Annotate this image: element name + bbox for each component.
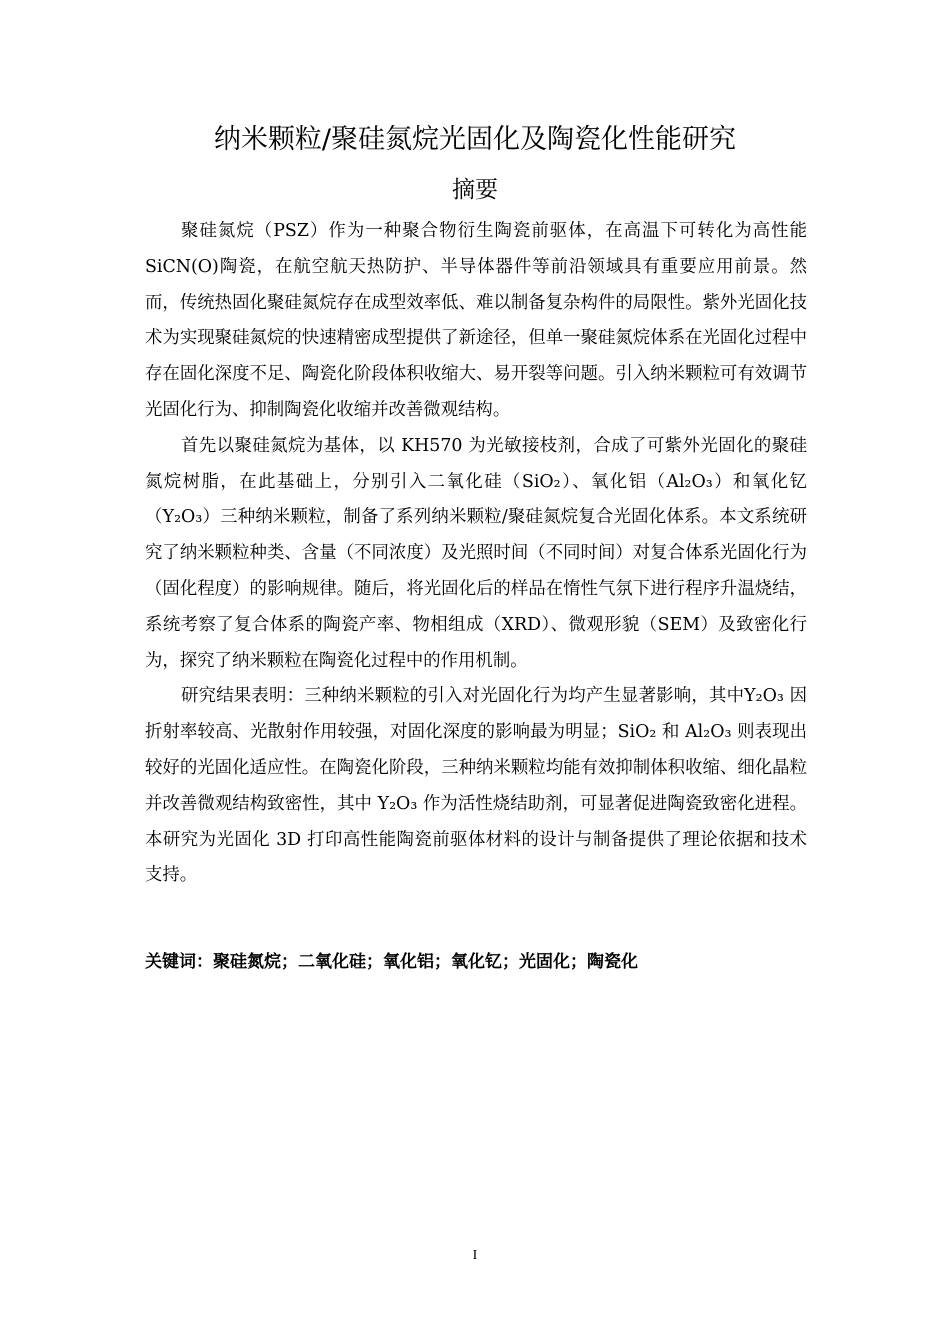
keyword-item: 氧化钇 (451, 952, 502, 972)
keyword-separator: ； (366, 952, 383, 972)
page-number: I (472, 1248, 478, 1263)
keyword-item: 光固化 (519, 952, 570, 972)
keyword-item: 氧化铝 (383, 952, 434, 972)
keyword-item: 聚硅氮烷 (213, 952, 281, 972)
abstract-body (145, 214, 807, 894)
abstract-heading: 摘要 (452, 177, 498, 203)
keyword-separator: ； (281, 952, 298, 972)
abstract-paragraph-3: 研究结果表明：三种纳米颗粒的引入对光固化行为均产生显著影响，其中Y₂O₃ 因折射率较高、光散射作用较强，对固化深度的影响最为明显；SiO₂ 和 Al₂O₃ 则表现出较好的光固化适应性。在陶瓷化阶段，三种纳米颗粒均能有效抑制体积收缩、细化晶粒并改善微观结构致密性，其中 Y₂O₃ 作为活性烧结助剂，可显著促进陶瓷致密化进程。本研究为光固化 3D 打印高性能陶瓷前驱体材料的设计与制备提供了理论依据和技术支持。 (145, 686, 807, 886)
abstract-paragraph-2: 首先以聚硅氮烷为基体，以 KH570 为光敏接枝剂，合成了可紫外光固化的聚硅氮烷树脂，在此基础上，分别引入二氧化硅（SiO₂）、氧化铝（Al₂O₃）和氧化钇（Y₂O₃）三种纳米颗粒，制备了系列纳米颗粒/聚硅氮烷复合光固化体系。本文系统研究了纳米颗粒种类、含量（不同浓度）及光照时间（不同时间）对复合体系光固化行为（固化程度）的影响规律。随后，将光固化后的样品在惰性气氛下进行程序升温烧结，系统考察了复合体系的陶瓷产率、物相组成（XRD）、微观形貌（SEM）及致密化行为，探究了纳米颗粒在陶瓷化过程中的作用机制。 (145, 435, 807, 671)
keyword-separator: ； (434, 952, 451, 972)
keyword-separator: ； (570, 952, 587, 972)
abstract-paragraph-1: 聚硅氮烷（PSZ）作为一种聚合物衍生陶瓷前驱体，在高温下可转化为高性能 SiCN(O)陶瓷，在航空航天热防护、半导体器件等前沿领域具有重要应用前景。然而，传统热固化聚硅氮烷存在成型效率低、难以制备复杂构件的局限性。紫外光固化技术为实现聚硅氮烷的快速精密成型提供了新途径，但单一聚硅氮烷体系在光固化过程中存在固化深度不足、陶瓷化阶段体积收缩大、易开裂等问题。引入纳米颗粒可有效调节光固化行为、抑制陶瓷化收缩并改善微观结构。 (145, 221, 807, 420)
keyword-item: 陶瓷化 (587, 952, 638, 972)
keyword-separator: ； (502, 952, 519, 972)
page-title: 纳米颗粒/聚硅氮烷光固化及陶瓷化性能研究 (213, 124, 737, 155)
keywords-line (145, 946, 807, 978)
keywords-label: 关键词： (145, 952, 213, 972)
keyword-item: 二氧化硅 (298, 952, 366, 972)
